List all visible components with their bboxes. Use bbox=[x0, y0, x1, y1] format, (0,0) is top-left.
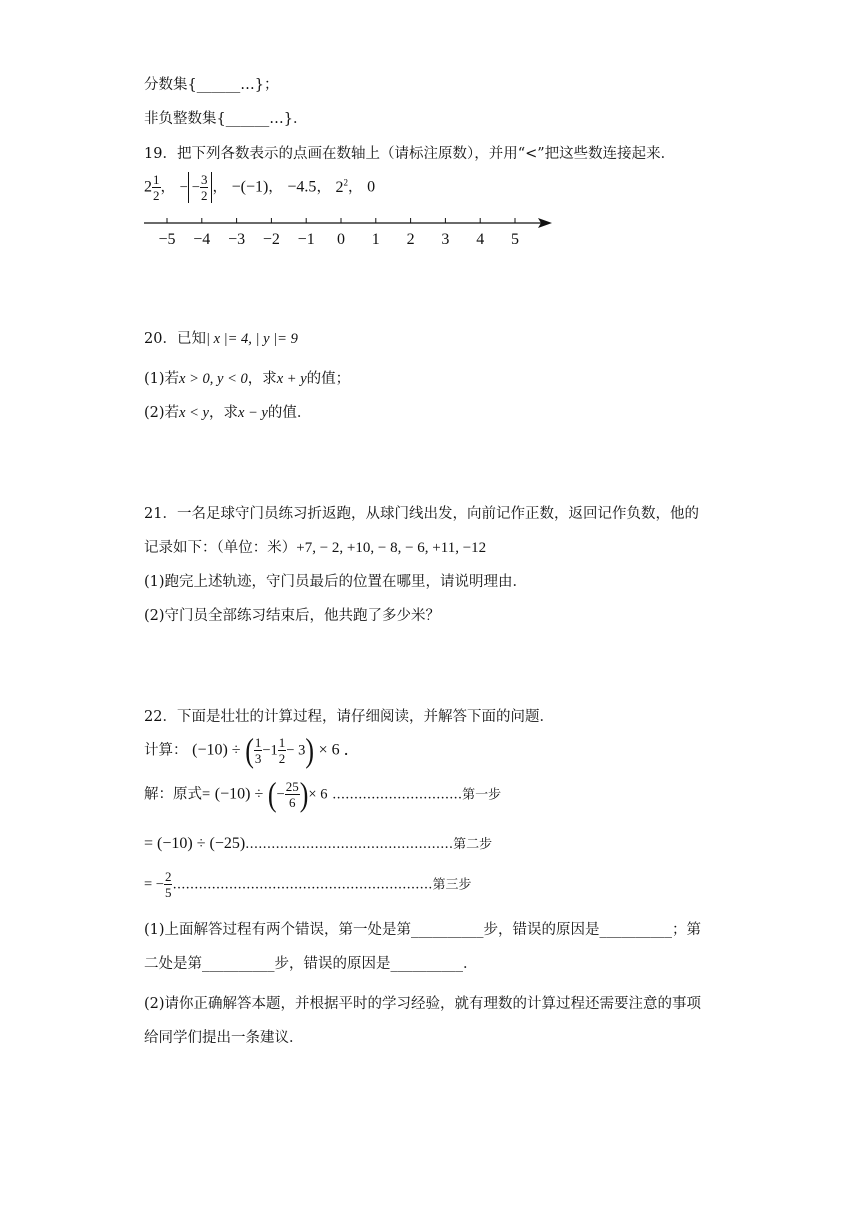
question-20-condition: | x |= 4, | y |= 9 bbox=[205, 331, 298, 347]
tick-label: 2 bbox=[406, 231, 415, 248]
fraction-set-line: 分数集{______…}； bbox=[144, 77, 279, 93]
number-power: $2^2$ bbox=[335, 177, 349, 196]
number-neg-four-five: −4.5 bbox=[287, 178, 317, 196]
question-21-line-2: 记录如下：（单位：米）+7, − 2, +10, − 8, − 6, +11, −12 bbox=[144, 540, 487, 556]
question-21-part-2: (2)守门员全部练习结束后，他共跑了多少米？ bbox=[144, 608, 441, 624]
question-20-stem bbox=[144, 327, 298, 348]
question-20-label: 20．已知 bbox=[144, 331, 206, 347]
tick-label: 1 bbox=[371, 231, 380, 248]
question-22-part-1-line-1: (1)上面解答过程有两个错误，第一处是第__________步，错误的原因是__________；第 bbox=[144, 922, 702, 938]
number-abs-prefix: − bbox=[179, 179, 188, 196]
question-22-step-1: 解：原式= (−10) ÷ (− $\frac{25}{6}$ )× 6 …………………………第一步 bbox=[144, 775, 502, 813]
separator: ， bbox=[160, 179, 175, 196]
tick-label: −2 bbox=[262, 231, 280, 248]
tick-label: −4 bbox=[193, 231, 211, 248]
question-20-part-1: (1)若x > 0, y < 0，求x + y的值； bbox=[144, 371, 351, 387]
separator: ， bbox=[212, 179, 227, 196]
separator: ， bbox=[348, 179, 363, 196]
tick-label: 3 bbox=[441, 231, 450, 248]
tick-label: 0 bbox=[337, 231, 345, 248]
question-22-part-1-line-2: 二处是第__________步，错误的原因是__________． bbox=[144, 956, 478, 972]
question-22-intro: 22．下面是壮壮的计算过程，请仔细阅读，并解答下面的问题． bbox=[144, 709, 554, 725]
number-abs-value: − $\frac{3}{2}$ bbox=[188, 172, 213, 203]
tick-label: −5 bbox=[158, 231, 176, 248]
question-22-step-3: = − $\frac{2}{5}$ ……………………………………………………第三步 bbox=[144, 869, 472, 900]
question-21-line-1: 21．一名足球守门员练习折返跑，从球门线出发，向前记作正数，返回记作负数，他的 bbox=[144, 506, 699, 522]
question-19-text: 19．把下列各数表示的点画在数轴上（请标注原数），并用“<”把这些数连接起来． bbox=[144, 146, 676, 162]
separator: ， bbox=[268, 179, 283, 196]
nonnegative-integer-set-line: 非负整数集{______…}． bbox=[144, 111, 308, 127]
number-zero: 0 bbox=[367, 178, 376, 196]
tick-label: 5 bbox=[511, 231, 519, 248]
question-22-calculation: 计算： (−10) ÷ ( $\frac{1}{3}$ −1 $\frac{1}{2}$ − 3) × 6 ． bbox=[144, 731, 360, 769]
tick-label: 4 bbox=[476, 231, 485, 248]
number-line bbox=[0, 210, 860, 270]
question-22-part-2-line-1: (2)请你正确解答本题，并根据平时的学习经验，就有理数的计算过程还需要注意的事项 bbox=[144, 996, 702, 1012]
number-mixed-whole: 2 bbox=[144, 178, 152, 196]
question-19-numbers bbox=[144, 172, 375, 203]
question-21-part-1: (1)跑完上述轨迹，守门员最后的位置在哪里，请说明理由． bbox=[144, 574, 528, 590]
tick-label: −3 bbox=[228, 231, 246, 248]
separator: ， bbox=[316, 179, 331, 196]
tick-label: −1 bbox=[297, 231, 315, 248]
question-22-part-2-line-2: 给同学们提出一条建议． bbox=[144, 1030, 304, 1046]
number-neg-neg-one: −(−1) bbox=[231, 178, 269, 196]
question-20-part-2: (2)若x < y，求x − y的值． bbox=[144, 405, 312, 421]
question-22-step-2: = (−10) ÷ (−25)…………………………………………第二步 bbox=[144, 835, 493, 852]
number-mixed-fraction: $\frac{1}{2}$ bbox=[153, 172, 160, 203]
